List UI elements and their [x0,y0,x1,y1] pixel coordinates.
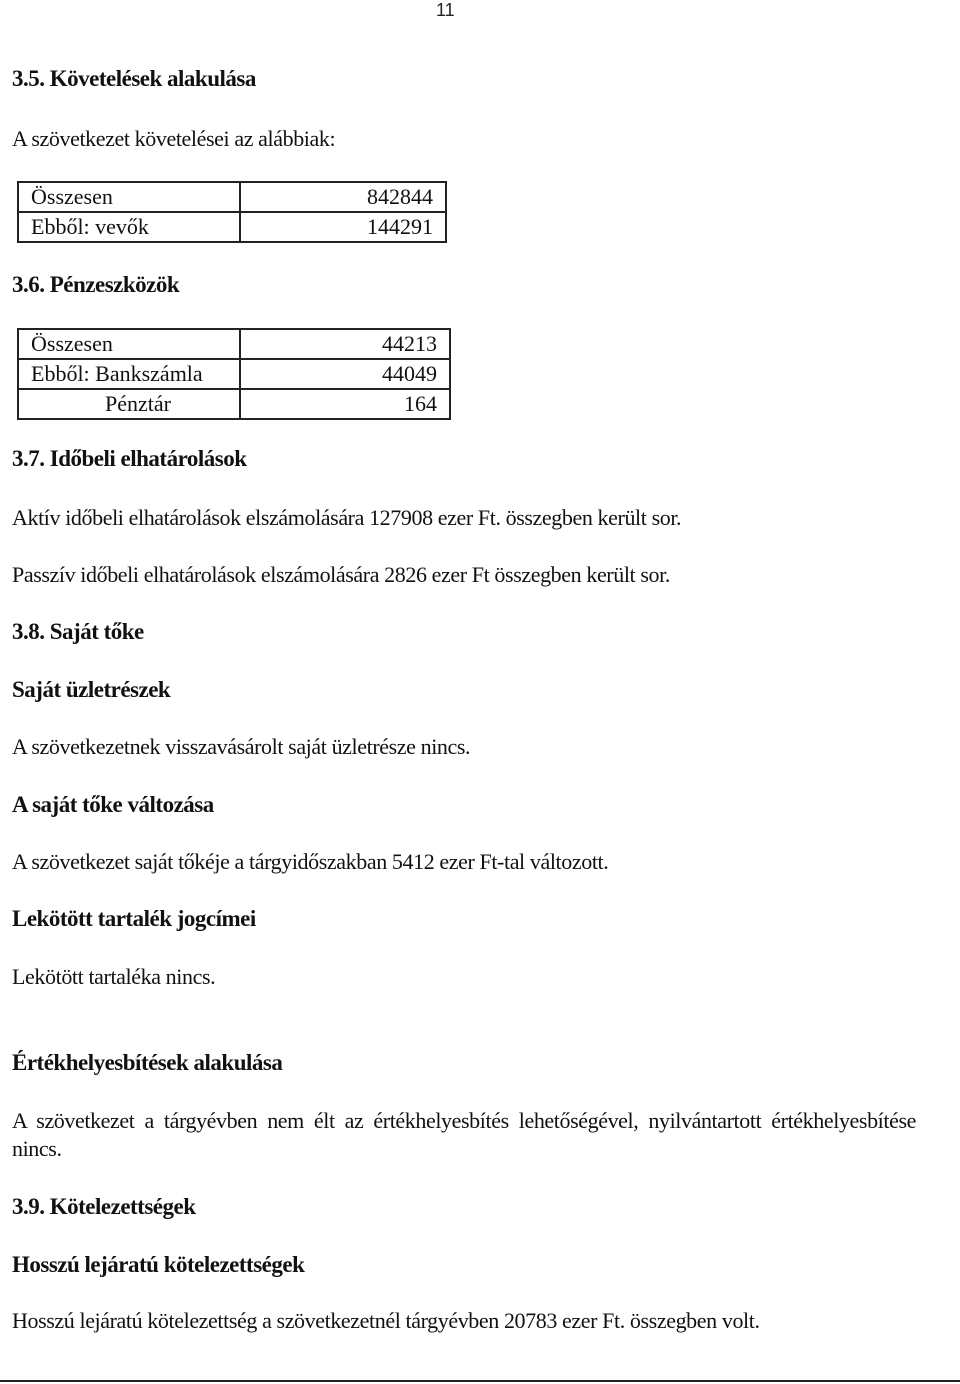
table-cell-value: 44213 [240,329,450,359]
table-cell-value: 842844 [240,182,446,212]
section-heading-accruals: 3.7. Időbeli elhatárolások [12,446,247,471]
cash-table [17,328,451,420]
active-accruals-text: Aktív időbeli elhatárolások elszámolására 127908 ezer Ft. összegben került sor. [12,505,682,530]
table-cell-value: 164 [240,389,450,419]
table-cell-label: Ebből: Bankszámla [18,359,240,389]
table-row [18,212,446,242]
equity-change-text: A szövetkezet saját tőkéje a tárgyidőszakban 5412 ezer Ft-tal változott. [12,849,609,874]
revaluation-text: A szövetkezet a tárgyévben nem élt az értékhelyesbítés lehetőségével, nyilvántartott értékhelyesbítése nincs. [12,1108,916,1161]
section-heading-equity: 3.8. Saját tőke [12,619,144,644]
receivables-intro: A szövetkezet követelései az alábbiak: [12,126,336,151]
own-shares-text: A szövetkezetnek visszavásárolt saját üzletrésze nincs. [12,734,471,759]
table-cell-label: Összesen [18,329,240,359]
subheading-long-term-liabilities: Hosszú lejáratú kötelezettségek [12,1252,305,1277]
page-number: 11 [436,0,455,20]
subheading-revaluation: Értékhelyesbítések alakulása [12,1050,283,1075]
footer-divider [0,1380,960,1382]
passive-accruals-text: Passzív időbeli elhatárolások elszámolására 2826 ezer Ft összegben került sor. [12,562,670,587]
table-cell-label: Ebből: vevők [18,212,240,242]
table-row [18,329,450,359]
table-row [18,182,446,212]
long-term-liabilities-text: Hosszú lejáratú kötelezettség a szövetkezetnél tárgyévben 20783 ezer Ft. összegben volt. [12,1308,760,1333]
table-cell-label: Pénztár [18,389,240,419]
table-row [18,359,450,389]
table-cell-label: Összesen [18,182,240,212]
section-heading-liabilities: 3.9. Kötelezettségek [12,1194,196,1219]
section-heading-receivables: 3.5. Követelések alakulása [12,66,256,91]
subheading-tied-reserve: Lekötött tartalék jogcímei [12,906,256,931]
receivables-table [17,181,447,243]
table-cell-value: 44049 [240,359,450,389]
table-cell-value: 144291 [240,212,446,242]
subheading-equity-change: A saját tőke változása [12,792,214,817]
tied-reserve-text: Lekötött tartaléka nincs. [12,964,216,989]
section-heading-cash: 3.6. Pénzeszközök [12,272,180,297]
subheading-own-shares: Saját üzletrészek [12,677,171,702]
table-row [18,389,450,419]
